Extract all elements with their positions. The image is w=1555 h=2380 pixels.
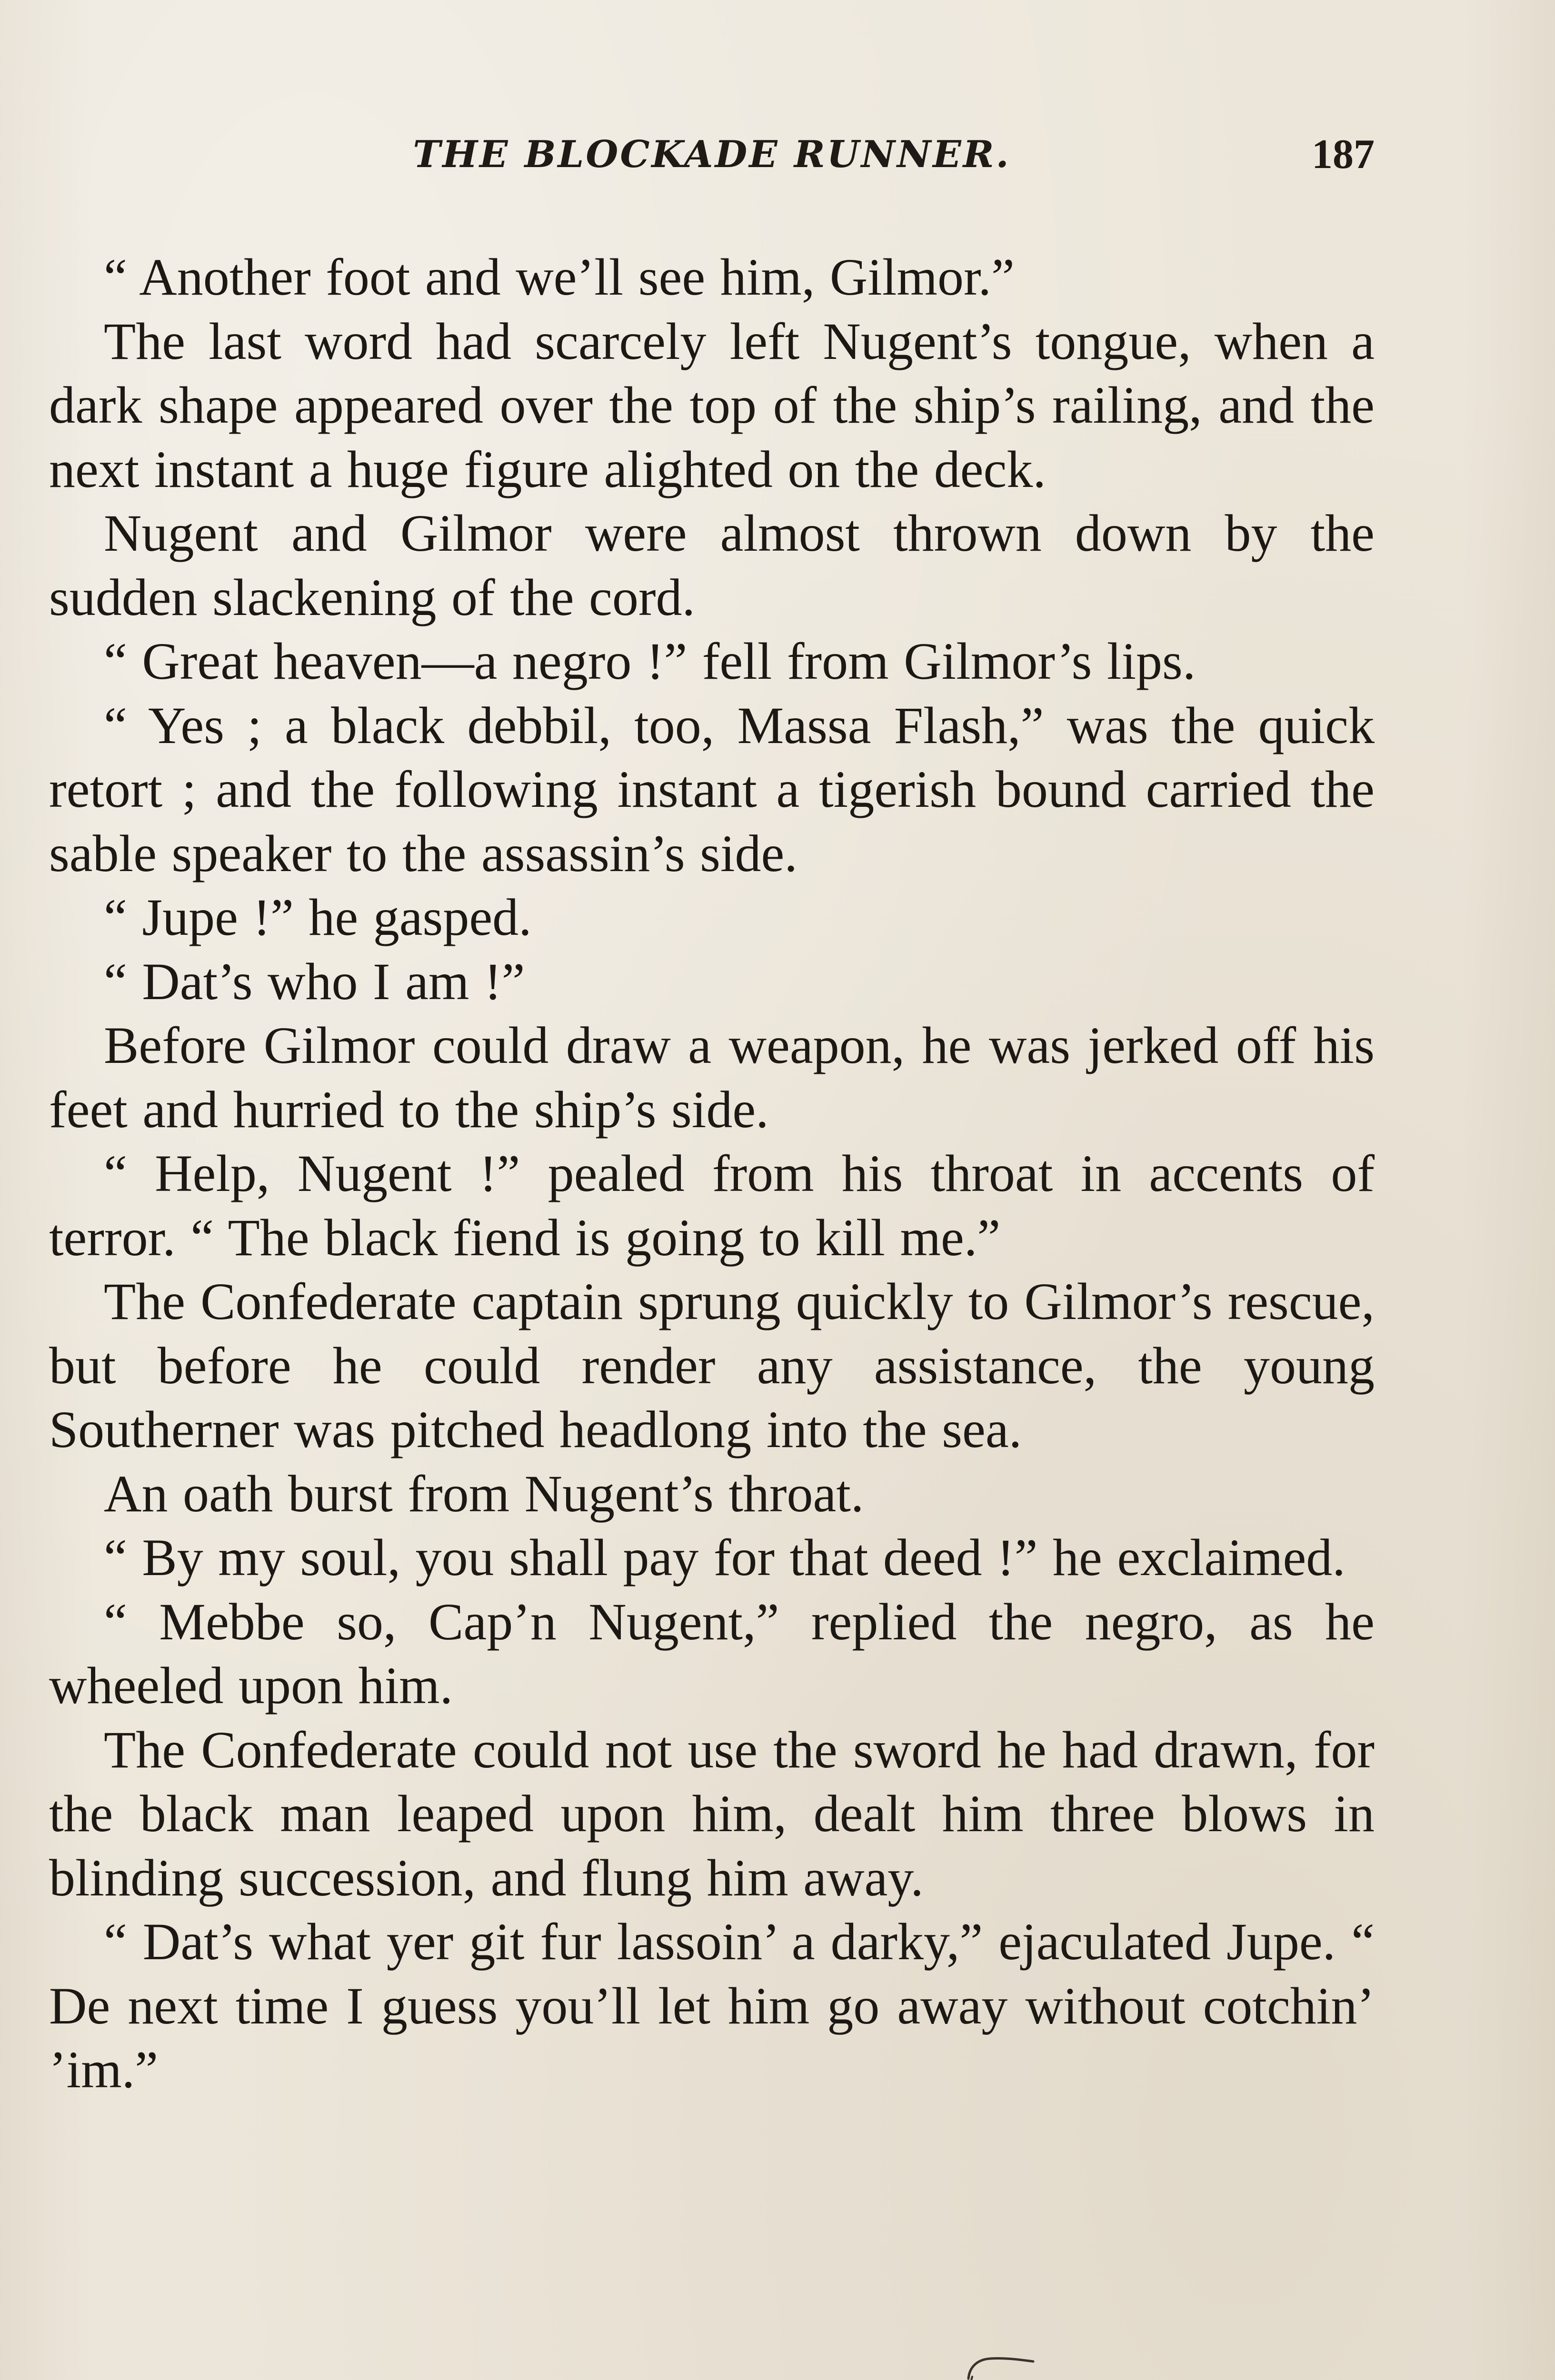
paragraph: “ By my soul, you shall pay for that deed !” he exclaimed. xyxy=(104,1528,1346,1587)
pencil-mark xyxy=(962,2349,1038,2380)
paragraph: The Confederate could not use the sword he had drawn, for the black man leaped upon him, dealt him three blows in blinding succession, and flung him away. xyxy=(49,1720,1375,1907)
body-text xyxy=(49,245,1375,2102)
paragraph: “ Help, Nugent !” pealed from his throat in accents of terror. “ The black fiend is going to kill me.” xyxy=(49,1144,1375,1267)
page-number: 187 xyxy=(1312,131,1375,178)
paragraph: “ Another foot and we’ll see him, Gilmor.” xyxy=(104,248,1015,306)
paragraph: The Confederate captain sprung quickly to Gilmor’s rescue, but before he could render any assistance, the young Southerner was pitched headlong into the sea. xyxy=(49,1272,1375,1458)
paragraph: An oath burst from Nugent’s throat. xyxy=(104,1464,864,1523)
paragraph: “ Jupe !” he gasped. xyxy=(104,888,532,946)
paragraph: “ Mebbe so, Cap’n Nugent,” replied the negro, as he wheeled upon him. xyxy=(49,1592,1375,1715)
paragraph: “ Great heaven—a negro !” fell from Gilmor’s lips. xyxy=(104,632,1196,690)
paragraph: The last word had scarcely left Nugent’s tongue, when a dark shape appeared over the top of the ship’s railing, and the next instant a huge figure alighted on the deck. xyxy=(49,312,1375,498)
paragraph: “ Yes ; a black debbil, too, Massa Flash,” was the quick retort ; and the following instant a tigerish bound carried the sable speaker to the assassin’s side. xyxy=(49,696,1375,883)
running-head xyxy=(49,129,1375,181)
paragraph: “ Dat’s what yer git fur lassoin’ a darky,” ejaculated Jupe. “ De next time I guess you’ll let him go away without cotchin’ ’im.” xyxy=(49,1913,1375,2099)
paragraph: “ Dat’s who I am !” xyxy=(104,952,525,1011)
paragraph: Nugent and Gilmor were almost thrown down by the sudden slackening of the cord. xyxy=(49,504,1375,626)
paragraph: Before Gilmor could draw a weapon, he was jerked off his feet and hurried to the ship’s side. xyxy=(49,1016,1375,1139)
running-title: THE BLOCKADE RUNNER. xyxy=(413,133,1011,176)
